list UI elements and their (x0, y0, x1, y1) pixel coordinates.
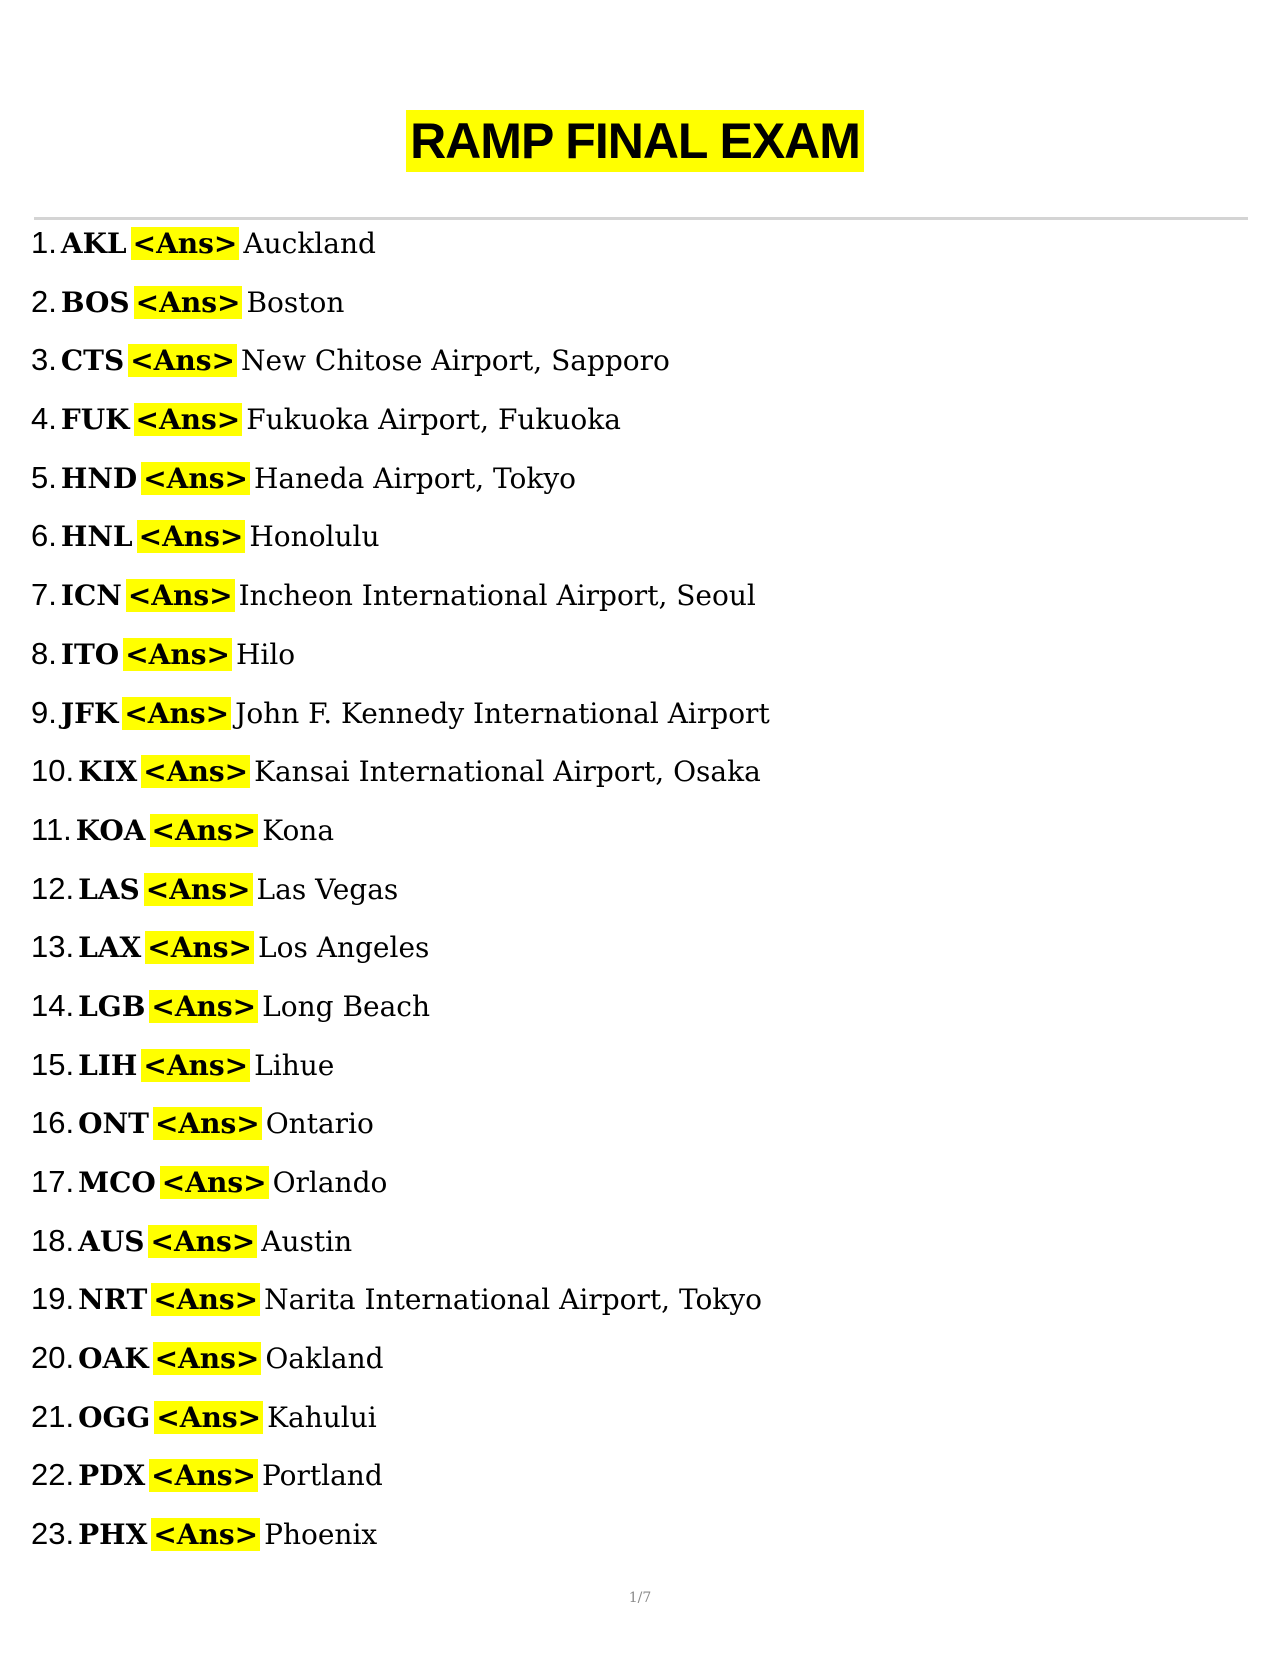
answer-tag: <Ans> (143, 1048, 249, 1082)
answer-text: Lihue (254, 1048, 335, 1082)
answer-text: Kona (262, 813, 335, 847)
answer-text: Auckland (243, 227, 376, 260)
question-number: 10. (31, 753, 75, 789)
answer-text: Oakland (265, 1342, 384, 1376)
airport-code: NRT (78, 1283, 148, 1317)
answer-tag: <Ans> (125, 637, 230, 671)
question-number: 3. (31, 342, 57, 378)
answer-tag: <Ans> (153, 1283, 259, 1317)
airport-code: CTS (60, 344, 125, 378)
answer-text: Hilo (235, 637, 296, 671)
question-item (31, 1396, 770, 1455)
question-number: 23. (31, 1516, 75, 1552)
question-number: 9. (31, 694, 57, 730)
answer-tag: <Ans> (127, 579, 233, 613)
airport-code: LAX (78, 931, 142, 965)
title-container (0, 110, 1280, 172)
question-number: 18. (31, 1222, 75, 1258)
answer-text: Portland (261, 1459, 383, 1493)
answer-text: Haneda Airport, Tokyo (253, 461, 576, 495)
answer-text: Phoenix (264, 1518, 378, 1552)
question-item (31, 574, 770, 633)
question-number: 15. (31, 1046, 75, 1082)
question-item (31, 1102, 770, 1161)
question-item (31, 1454, 770, 1513)
question-item (31, 692, 770, 751)
answer-tag: <Ans> (150, 1224, 256, 1258)
answer-tag: <Ans> (135, 285, 241, 319)
answer-tag: <Ans> (135, 403, 241, 437)
question-number: 8. (31, 635, 57, 671)
airport-code: OAK (78, 1342, 149, 1376)
answer-text: Ontario (265, 1107, 374, 1141)
airport-code: KOA (75, 813, 146, 847)
question-item (31, 1044, 770, 1103)
answer-tag: <Ans> (156, 1400, 262, 1434)
airport-code: PDX (78, 1459, 146, 1493)
question-number: 12. (31, 870, 75, 906)
answer-text: Long Beach (262, 989, 431, 1023)
answer-text: Honolulu (249, 520, 380, 554)
answer-tag: <Ans> (151, 1459, 256, 1493)
airport-code: HND (60, 461, 138, 495)
question-number: 6. (31, 518, 57, 554)
airport-code: AKL (60, 227, 127, 260)
answer-tag: <Ans> (145, 872, 251, 906)
question-item (31, 633, 770, 692)
answer-text: Kansai International Airport, Osaka (254, 755, 761, 789)
question-item (31, 1513, 770, 1572)
answer-tag: <Ans> (161, 1166, 267, 1199)
question-number: 1. (31, 225, 57, 260)
answer-text: Las Vegas (256, 872, 399, 906)
question-number: 13. (31, 929, 75, 965)
question-item (31, 515, 770, 574)
question-number: 2. (31, 283, 57, 319)
answer-text: New Chitose Airport, Sapporo (240, 344, 670, 378)
question-number: 19. (31, 1281, 75, 1317)
question-item (31, 750, 770, 809)
question-number: 14. (31, 987, 75, 1023)
answer-tag: <Ans> (153, 1518, 259, 1552)
airport-code: ITO (60, 637, 120, 671)
answer-text: Orlando (272, 1166, 388, 1199)
airport-code: KIX (78, 755, 138, 789)
question-item (31, 1337, 770, 1396)
question-number: 21. (31, 1398, 75, 1434)
airport-code: ICN (60, 579, 122, 613)
airport-code: LAS (78, 872, 140, 906)
question-item (31, 339, 770, 398)
question-item (31, 985, 770, 1044)
airport-code: FUK (60, 403, 130, 437)
airport-code: AUS (78, 1224, 145, 1258)
question-item (31, 926, 770, 985)
airport-code: BOS (60, 285, 130, 319)
answer-tag: <Ans> (132, 227, 238, 260)
question-number: 16. (31, 1105, 75, 1141)
answer-tag: <Ans> (154, 1342, 260, 1376)
answer-text: Narita International Airport, Tokyo (264, 1283, 762, 1317)
answer-tag: <Ans> (143, 461, 248, 495)
question-item (31, 281, 770, 340)
answer-tag: <Ans> (138, 520, 244, 554)
airport-code: LGB (78, 989, 146, 1023)
airport-code: ONT (78, 1107, 149, 1141)
answer-tag: <Ans> (154, 1107, 260, 1141)
answer-text: Fukuoka Airport, Fukuoka (246, 403, 621, 437)
question-item (31, 868, 770, 927)
airport-code: MCO (78, 1166, 156, 1199)
question-item (31, 1278, 770, 1337)
answer-tag: <Ans> (151, 989, 257, 1023)
answer-text: John F. Kennedy International Airport (235, 696, 770, 730)
airport-code: OGG (78, 1400, 151, 1434)
page-indicator: 1/7 (628, 1590, 652, 1606)
answer-text: Los Angeles (258, 931, 430, 965)
airport-code: LIH (78, 1048, 138, 1082)
airport-code: PHX (78, 1518, 148, 1552)
question-number: 11. (31, 811, 72, 847)
question-item (31, 1220, 770, 1279)
question-list (31, 222, 770, 1572)
question-number: 4. (31, 401, 57, 437)
airport-code: JFK (60, 696, 119, 730)
question-item (31, 809, 770, 868)
question-number: 20. (31, 1340, 75, 1376)
answer-tag: <Ans> (130, 344, 235, 378)
question-item (31, 1161, 770, 1220)
airport-code: HNL (60, 520, 133, 554)
page-title: RAMP FINAL EXAM (406, 110, 864, 172)
answer-text: Kahului (267, 1400, 377, 1434)
answer-tag: <Ans> (147, 931, 253, 965)
question-item (31, 457, 770, 516)
answer-text: Incheon International Airport, Seoul (238, 579, 756, 613)
question-number: 5. (31, 459, 57, 495)
horizontal-divider (34, 217, 1248, 220)
answer-text: Boston (246, 285, 345, 319)
question-item (31, 398, 770, 457)
question-item (31, 222, 770, 281)
question-number: 17. (31, 1164, 75, 1199)
question-number: 22. (31, 1457, 75, 1493)
answer-tag: <Ans> (124, 696, 230, 730)
question-number: 7. (31, 577, 57, 613)
answer-text: Austin (261, 1224, 353, 1258)
answer-tag: <Ans> (151, 813, 257, 847)
answer-tag: <Ans> (143, 755, 249, 789)
